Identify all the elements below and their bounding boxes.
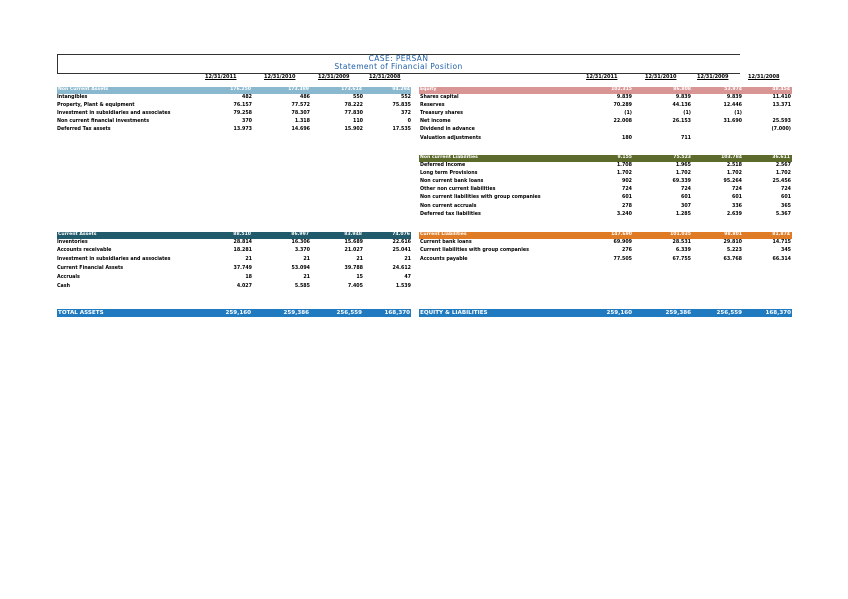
cell-2009: 1.702 <box>726 171 742 176</box>
total-assets-2008: 168,370 <box>384 310 410 316</box>
cell-2011: 77.505 <box>613 257 632 262</box>
asset-row-non-current-financial <box>57 118 411 126</box>
cell-2008: 724 <box>780 187 791 192</box>
case-title: CASE: PERSAN <box>368 54 429 63</box>
cell-2008: 1.539 <box>395 284 411 289</box>
equity-row-treasury-shares <box>420 110 792 118</box>
asset-row-investment-subsidiaries <box>57 110 411 118</box>
cell-2011: 76.157 <box>233 103 252 108</box>
equity-label: Equity <box>420 87 437 92</box>
ca-row-accruals <box>57 274 411 282</box>
cell-2009: 31.690 <box>723 119 742 124</box>
equity-total-2009: 53.974 <box>724 87 742 92</box>
date-header-right-2009: 12/31/2009 <box>697 74 729 80</box>
total-assets-label: TOTAL ASSETS <box>58 310 104 316</box>
cell-2010: 601 <box>680 195 691 200</box>
cell-2009: (1) <box>734 111 742 116</box>
equity-total-2008: 48.454 <box>772 87 790 92</box>
cell-2009: 110 <box>352 119 363 124</box>
non-current-assets-total-2009: 173.614 <box>341 87 362 92</box>
cell-2008: 5.367 <box>775 212 791 217</box>
cl-total-2011: 147.690 <box>611 232 632 237</box>
asset-row-intangibles <box>57 94 411 102</box>
ca-row-cash <box>57 283 411 291</box>
cell-2009: 9.839 <box>726 95 742 100</box>
cell-2009: 601 <box>731 195 742 200</box>
total-assets-2010: 259,386 <box>283 310 309 316</box>
ncl-row-other-liabilities <box>420 186 792 194</box>
cell-2011: (1) <box>624 111 632 116</box>
non-current-assets-band <box>57 87 411 94</box>
non-current-liabilities-band <box>419 155 792 162</box>
ncl-row-deferred-income <box>420 162 792 170</box>
cell-2011: 276 <box>621 248 632 253</box>
ncl-row-long-term-provisions <box>420 170 792 178</box>
ncl-row-non-current-bank-loans <box>420 178 792 186</box>
cell-2010: 9.839 <box>675 95 691 100</box>
non-current-assets-label: Non Current Assets <box>58 87 109 92</box>
cell-2010: 21 <box>303 257 310 262</box>
cell-2009: 15.689 <box>344 240 363 245</box>
cell-2011: 278 <box>621 204 632 209</box>
cell-2009: 724 <box>731 187 742 192</box>
cell-2009: 2.518 <box>726 163 742 168</box>
cell-2009: 21.027 <box>344 248 363 253</box>
current-assets-total-2010: 86.997 <box>291 232 309 237</box>
cell-2008: 25.593 <box>772 119 791 124</box>
cell-2008: 345 <box>780 248 791 253</box>
equity-row-net-income <box>420 118 792 126</box>
total-assets-2009: 256,559 <box>336 310 362 316</box>
row-label: Treasury shares <box>420 111 464 116</box>
equity-band <box>419 87 792 94</box>
cell-2009: 2.639 <box>726 212 742 217</box>
ncl-total-2008: 36.611 <box>772 155 790 160</box>
row-label: Current Financial Assets <box>57 266 124 271</box>
equity-row-dividend-in-advance <box>420 126 792 134</box>
row-label: Dividend in advance <box>420 127 475 132</box>
ca-row-current-financial-assets <box>57 265 411 273</box>
asset-row-ppe <box>57 102 411 110</box>
row-label: Deferred Income <box>420 163 466 168</box>
cell-2008: 365 <box>780 204 791 209</box>
total-assets-2011: 259,160 <box>225 310 251 316</box>
current-assets-total-2011: 88.510 <box>233 232 251 237</box>
cell-2011: 13.973 <box>233 127 252 132</box>
current-assets-total-2009: 83.948 <box>344 232 362 237</box>
cl-total-2010: 101.035 <box>670 232 691 237</box>
cell-2011: 3.240 <box>616 212 632 217</box>
cell-2010: 3.370 <box>294 248 310 253</box>
cell-2008: 2.567 <box>775 163 791 168</box>
cell-2008: 17.535 <box>392 127 411 132</box>
row-label: Non current financial investments <box>57 119 150 124</box>
non-current-assets-total-2011: 176.250 <box>230 87 251 92</box>
current-assets-band <box>57 232 411 239</box>
cell-2009: 39.788 <box>344 266 363 271</box>
cell-2010: 1.702 <box>675 171 691 176</box>
cell-2010: 6.339 <box>675 248 691 253</box>
total-assets-bar <box>57 309 411 317</box>
total-el-2008: 168,370 <box>765 310 791 316</box>
cell-2011: 37.749 <box>233 266 252 271</box>
date-header-right-2010: 12/31/2010 <box>645 74 677 80</box>
cell-2009: 7.405 <box>347 284 363 289</box>
row-label: Non current accruals <box>420 204 477 209</box>
non-current-assets-total-2010: 173.389 <box>288 87 309 92</box>
row-label: Cash <box>57 284 71 289</box>
ca-row-inventories <box>57 239 411 247</box>
cell-2010: 21 <box>303 275 310 280</box>
ncl-total-2010: 75.523 <box>673 155 691 160</box>
cell-2010: (1) <box>683 111 691 116</box>
cell-2010: 711 <box>680 136 691 141</box>
cell-2011: 1.708 <box>616 163 632 168</box>
date-header-left-2009: 12/31/2009 <box>318 74 350 80</box>
cell-2010: 16.306 <box>291 240 310 245</box>
cell-2011: 902 <box>621 179 632 184</box>
cell-2010: 5.585 <box>294 284 310 289</box>
row-label: Reserves <box>420 103 445 108</box>
cl-row-current-bank-loans <box>420 239 792 247</box>
row-label: Current liabilities with group companies <box>420 248 529 253</box>
row-label: Other non current liabilities <box>420 187 496 192</box>
cell-2009: 78.222 <box>344 103 363 108</box>
date-header-left-2010: 12/31/2010 <box>264 74 296 80</box>
non-current-assets-total-2008: 94.294 <box>392 87 410 92</box>
cell-2009: 550 <box>352 95 363 100</box>
cell-2010: 1.965 <box>675 163 691 168</box>
cell-2008: (7.000) <box>771 127 791 132</box>
ncl-row-deferred-tax <box>420 211 792 219</box>
cell-2008: 552 <box>400 95 411 100</box>
row-label: Property, Plant & equipment <box>57 103 135 108</box>
cell-2008: 13.371 <box>772 103 791 108</box>
row-label: Shares capital <box>420 95 459 100</box>
cell-2009: 63.768 <box>723 257 742 262</box>
equity-total-2010: 86.808 <box>673 87 691 92</box>
cell-2010: 67.755 <box>672 257 691 262</box>
row-label: Non current bank loans <box>420 179 484 184</box>
cell-2011: 22.008 <box>613 119 632 124</box>
row-label: Valuation adjustments <box>420 136 481 141</box>
cell-2010: 1.285 <box>675 212 691 217</box>
cell-2009: 15 <box>356 275 363 280</box>
row-label: Deferred Tax assets <box>57 127 111 132</box>
ncl-total-2011: 9.155 <box>617 155 632 160</box>
row-label: Current bank loans <box>420 240 472 245</box>
cell-2008: 1.702 <box>775 171 791 176</box>
cell-2008: 24.612 <box>392 266 411 271</box>
cell-2011: 18 <box>245 275 252 280</box>
ncl-total-2009: 103.784 <box>721 155 742 160</box>
current-liabilities-label: Current Liabilities <box>420 232 467 237</box>
cell-2011: 1.702 <box>616 171 632 176</box>
cell-2011: 482 <box>241 95 252 100</box>
equity-row-shares-capital <box>420 94 792 102</box>
row-label: Long term Provisions <box>420 171 478 176</box>
cell-2011: 70.289 <box>613 103 632 108</box>
row-label: Intangibles <box>57 95 88 100</box>
current-assets-label: Current Assets <box>58 232 97 237</box>
cell-2008: 25.041 <box>392 248 411 253</box>
total-el-2010: 259,386 <box>665 310 691 316</box>
current-liabilities-band <box>419 232 792 239</box>
cell-2011: 79.258 <box>233 111 252 116</box>
date-header-right-2011: 12/31/2011 <box>586 74 618 80</box>
cell-2008: 601 <box>780 195 791 200</box>
cell-2011: 18.281 <box>233 248 252 253</box>
equity-total-2011: 102.315 <box>611 87 632 92</box>
row-label: Accounts payable <box>420 257 468 262</box>
cell-2010: 486 <box>299 95 310 100</box>
row-label: Non current liabilities with group companies <box>420 195 541 200</box>
current-assets-total-2008: 74.076 <box>392 232 410 237</box>
ncl-row-group-companies <box>420 194 792 202</box>
row-label: Investment in subsidiaries and associates <box>57 111 171 116</box>
cell-2010: 53.094 <box>291 266 310 271</box>
statement-subtitle: Statement of Financial Position <box>334 62 463 71</box>
cell-2010: 77.572 <box>291 103 310 108</box>
asset-row-deferred-tax <box>57 126 411 134</box>
total-el-2011: 259,160 <box>606 310 632 316</box>
date-header-left-2008: 12/31/2008 <box>369 74 401 80</box>
row-label: Accruals <box>57 275 80 280</box>
cell-2010: 14.696 <box>291 127 310 132</box>
cell-2010: 26.153 <box>672 119 691 124</box>
row-label: Investment in subsidiaries and associates <box>57 257 171 262</box>
equity-row-reserves <box>420 102 792 110</box>
cell-2009: 336 <box>731 204 742 209</box>
cell-2011: 724 <box>621 187 632 192</box>
cell-2009: 95.264 <box>723 179 742 184</box>
cell-2008: 14.715 <box>772 240 791 245</box>
ca-row-accounts-receivable <box>57 247 411 255</box>
cl-total-2009: 98.801 <box>724 232 742 237</box>
cell-2011: 28.814 <box>233 240 252 245</box>
row-label: Accounts receivable <box>57 248 112 253</box>
cell-2010: 1.318 <box>294 119 310 124</box>
ncl-row-accruals <box>420 203 792 211</box>
cell-2008: 22.616 <box>392 240 411 245</box>
cell-2008: 47 <box>404 275 411 280</box>
cell-2011: 9.839 <box>616 95 632 100</box>
cell-2008: 21 <box>404 257 411 262</box>
row-label: Inventories <box>57 240 88 245</box>
cell-2010: 44.136 <box>672 103 691 108</box>
total-equity-liabilities-bar <box>419 309 792 317</box>
cell-2009: 5.223 <box>726 248 742 253</box>
cell-2008: 66.314 <box>772 257 791 262</box>
cell-2008: 11.410 <box>772 95 791 100</box>
cell-2010: 69.339 <box>672 179 691 184</box>
cell-2010: 724 <box>680 187 691 192</box>
cell-2008: 0 <box>407 119 411 124</box>
cell-2009: 12.446 <box>723 103 742 108</box>
row-label: Deferred tax liabilities <box>420 212 481 217</box>
cl-total-2008: 81.874 <box>772 232 790 237</box>
cell-2011: 370 <box>241 119 252 124</box>
total-el-2009: 256,559 <box>716 310 742 316</box>
cell-2011: 601 <box>621 195 632 200</box>
row-label: Net income <box>420 119 451 124</box>
cell-2010: 78.307 <box>291 111 310 116</box>
date-header-right-2008: 12/31/2008 <box>748 74 780 80</box>
cell-2011: 180 <box>621 136 632 141</box>
non-current-liabilities-label: Non current Liabilities <box>420 155 478 160</box>
cell-2009: 15.902 <box>344 127 363 132</box>
cell-2011: 4.027 <box>236 284 252 289</box>
cell-2009: 77.830 <box>344 111 363 116</box>
cl-row-accounts-payable <box>420 256 792 264</box>
cell-2010: 28.531 <box>672 240 691 245</box>
cell-2011: 69.909 <box>613 240 632 245</box>
date-header-left-2011: 12/31/2011 <box>205 74 237 80</box>
cell-2008: 75.835 <box>392 103 411 108</box>
equity-row-valuation-adjustments <box>420 135 792 143</box>
cell-2009: 21 <box>356 257 363 262</box>
cell-2010: 307 <box>680 204 691 209</box>
cell-2009: 29.810 <box>723 240 742 245</box>
total-equity-liabilities-label: EQUITY & LIABILITIES <box>420 310 488 316</box>
cell-2011: 21 <box>245 257 252 262</box>
cl-row-group-companies <box>420 247 792 255</box>
cell-2008: 25.456 <box>772 179 791 184</box>
ca-row-investment-subsidiaries <box>57 256 411 264</box>
cell-2008: 372 <box>400 111 411 116</box>
